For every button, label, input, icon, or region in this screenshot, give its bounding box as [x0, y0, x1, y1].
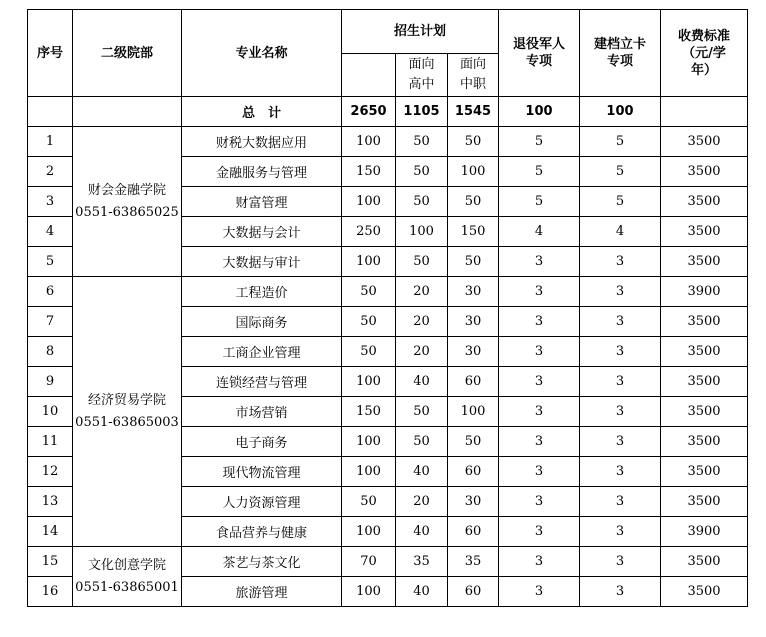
row-hs: 50: [396, 427, 448, 457]
row-fee: 3500: [661, 427, 748, 457]
row-vs: 30: [448, 277, 499, 307]
row-poverty: 3: [580, 577, 661, 607]
row-poverty: 5: [580, 187, 661, 217]
row-plan: 100: [342, 577, 396, 607]
row-fee: 3500: [661, 367, 748, 397]
total-fee-blank: [661, 97, 748, 127]
row-hs: 20: [396, 487, 448, 517]
total-veteran: 100: [499, 97, 580, 127]
row-veteran: 3: [499, 427, 580, 457]
row-fee: 3900: [661, 277, 748, 307]
row-plan: 150: [342, 157, 396, 187]
row-seq: 12: [28, 457, 73, 487]
row-veteran: 3: [499, 337, 580, 367]
row-plan: 100: [342, 367, 396, 397]
row-vs: 100: [448, 397, 499, 427]
enrollment-plan-table: [27, 9, 748, 607]
row-vs: 50: [448, 187, 499, 217]
row-vs: 60: [448, 367, 499, 397]
row-poverty: 3: [580, 367, 661, 397]
row-major: 旅游管理: [182, 577, 342, 607]
header-veteran: 退役军人 专项: [499, 10, 580, 97]
row-veteran: 3: [499, 367, 580, 397]
header-vocational: 面向 中职: [448, 54, 499, 97]
row-major: 财富管理: [182, 187, 342, 217]
row-hs: 40: [396, 367, 448, 397]
college-cell: [73, 277, 182, 547]
row-seq: 14: [28, 517, 73, 547]
total-label: 总 计: [182, 97, 342, 127]
row-veteran: 3: [499, 277, 580, 307]
row-hs: 20: [396, 277, 448, 307]
row-fee: 3500: [661, 547, 748, 577]
row-veteran: 5: [499, 187, 580, 217]
row-fee: 3500: [661, 487, 748, 517]
row-veteran: 3: [499, 457, 580, 487]
row-major: 工程造价: [182, 277, 342, 307]
row-major: 大数据与审计: [182, 247, 342, 277]
row-veteran: 3: [499, 547, 580, 577]
row-major: 现代物流管理: [182, 457, 342, 487]
row-vs: 50: [448, 427, 499, 457]
row-fee: 3500: [661, 307, 748, 337]
row-veteran: 3: [499, 487, 580, 517]
header-seq: 序号: [28, 10, 73, 97]
header-plan: 招生计划: [342, 10, 499, 54]
row-poverty: 5: [580, 127, 661, 157]
row-fee: 3500: [661, 337, 748, 367]
row-fee: 3500: [661, 397, 748, 427]
row-veteran: 3: [499, 577, 580, 607]
row-vs: 30: [448, 337, 499, 367]
row-fee: 3500: [661, 127, 748, 157]
row-hs: 20: [396, 337, 448, 367]
row-vs: 60: [448, 457, 499, 487]
row-seq: 9: [28, 367, 73, 397]
row-vs: 60: [448, 577, 499, 607]
row-vs: 30: [448, 307, 499, 337]
college-name: 经济贸易学院: [87, 392, 166, 408]
total-seq-blank: [28, 97, 73, 127]
row-poverty: 3: [580, 517, 661, 547]
row-plan: 100: [342, 517, 396, 547]
row-plan: 100: [342, 187, 396, 217]
row-fee: 3900: [661, 517, 748, 547]
row-seq: 3: [28, 187, 73, 217]
header-college: 二级院部: [73, 10, 182, 97]
row-hs: 35: [396, 547, 448, 577]
row-plan: 70: [342, 547, 396, 577]
row-poverty: 3: [580, 397, 661, 427]
row-veteran: 3: [499, 517, 580, 547]
header-major: 专业名称: [182, 10, 342, 97]
row-hs: 50: [396, 157, 448, 187]
total-plan: 2650: [342, 97, 396, 127]
row-fee: 3500: [661, 457, 748, 487]
row-poverty: 3: [580, 457, 661, 487]
row-fee: 3500: [661, 187, 748, 217]
row-fee: 3500: [661, 217, 748, 247]
header-plan-total-blank: [342, 54, 396, 97]
row-plan: 150: [342, 397, 396, 427]
college-name: 财会金融学院: [87, 182, 166, 198]
row-major: 大数据与会计: [182, 217, 342, 247]
total-college-blank: [73, 97, 182, 127]
row-seq: 6: [28, 277, 73, 307]
row-plan: 100: [342, 427, 396, 457]
row-plan: 100: [342, 127, 396, 157]
row-poverty: 5: [580, 157, 661, 187]
row-seq: 13: [28, 487, 73, 517]
row-poverty: 3: [580, 547, 661, 577]
row-plan: 50: [342, 337, 396, 367]
row-major: 工商企业管理: [182, 337, 342, 367]
row-seq: 8: [28, 337, 73, 367]
total-vocational: 1545: [448, 97, 499, 127]
total-poverty: 100: [580, 97, 661, 127]
row-plan: 100: [342, 247, 396, 277]
row-poverty: 3: [580, 337, 661, 367]
row-hs: 50: [396, 187, 448, 217]
row-seq: 1: [28, 127, 73, 157]
total-row: [28, 97, 748, 127]
row-seq: 7: [28, 307, 73, 337]
row-hs: 20: [396, 307, 448, 337]
table-row: [28, 547, 748, 577]
college-phone: 0551-63865025: [75, 204, 179, 220]
row-major: 电子商务: [182, 427, 342, 457]
row-seq: 11: [28, 427, 73, 457]
row-major: 国际商务: [182, 307, 342, 337]
row-poverty: 3: [580, 427, 661, 457]
row-veteran: 3: [499, 247, 580, 277]
row-poverty: 3: [580, 487, 661, 517]
row-major: 财税大数据应用: [182, 127, 342, 157]
row-seq: 2: [28, 157, 73, 187]
row-major: 人力资源管理: [182, 487, 342, 517]
row-veteran: 4: [499, 217, 580, 247]
row-veteran: 5: [499, 157, 580, 187]
college-cell: [73, 127, 182, 277]
total-highschool: 1105: [396, 97, 448, 127]
row-vs: 30: [448, 487, 499, 517]
row-vs: 50: [448, 127, 499, 157]
row-plan: 50: [342, 277, 396, 307]
row-plan: 50: [342, 307, 396, 337]
row-veteran: 5: [499, 127, 580, 157]
row-vs: 50: [448, 247, 499, 277]
row-plan: 50: [342, 487, 396, 517]
row-vs: 150: [448, 217, 499, 247]
row-major: 金融服务与管理: [182, 157, 342, 187]
row-hs: 40: [396, 577, 448, 607]
header-poverty: 建档立卡 专项: [580, 10, 661, 97]
row-major: 市场营销: [182, 397, 342, 427]
row-hs: 50: [396, 127, 448, 157]
row-plan: 100: [342, 457, 396, 487]
row-veteran: 3: [499, 397, 580, 427]
row-major: 连锁经营与管理: [182, 367, 342, 397]
row-seq: 10: [28, 397, 73, 427]
header-fee: 收费标准 （元/学 年）: [661, 10, 748, 97]
row-seq: 5: [28, 247, 73, 277]
row-vs: 35: [448, 547, 499, 577]
college-name: 文化创意学院: [87, 557, 166, 573]
row-hs: 100: [396, 217, 448, 247]
header-highschool: 面向 高中: [396, 54, 448, 97]
row-plan: 250: [342, 217, 396, 247]
row-major: 茶艺与茶文化: [182, 547, 342, 577]
college-cell: [73, 547, 182, 607]
college-phone: 0551-63865001: [75, 579, 179, 595]
table-row: [28, 277, 748, 307]
row-veteran: 3: [499, 307, 580, 337]
row-seq: 4: [28, 217, 73, 247]
row-poverty: 3: [580, 247, 661, 277]
row-hs: 40: [396, 457, 448, 487]
row-seq: 15: [28, 547, 73, 577]
row-fee: 3500: [661, 157, 748, 187]
row-fee: 3500: [661, 247, 748, 277]
row-fee: 3500: [661, 577, 748, 607]
row-hs: 40: [396, 517, 448, 547]
table-row: [28, 127, 748, 157]
row-major: 食品营养与健康: [182, 517, 342, 547]
row-vs: 100: [448, 157, 499, 187]
row-vs: 60: [448, 517, 499, 547]
row-hs: 50: [396, 247, 448, 277]
row-poverty: 3: [580, 307, 661, 337]
college-phone: 0551-63865003: [75, 414, 179, 430]
row-poverty: 3: [580, 277, 661, 307]
row-poverty: 4: [580, 217, 661, 247]
row-seq: 16: [28, 577, 73, 607]
row-hs: 50: [396, 397, 448, 427]
